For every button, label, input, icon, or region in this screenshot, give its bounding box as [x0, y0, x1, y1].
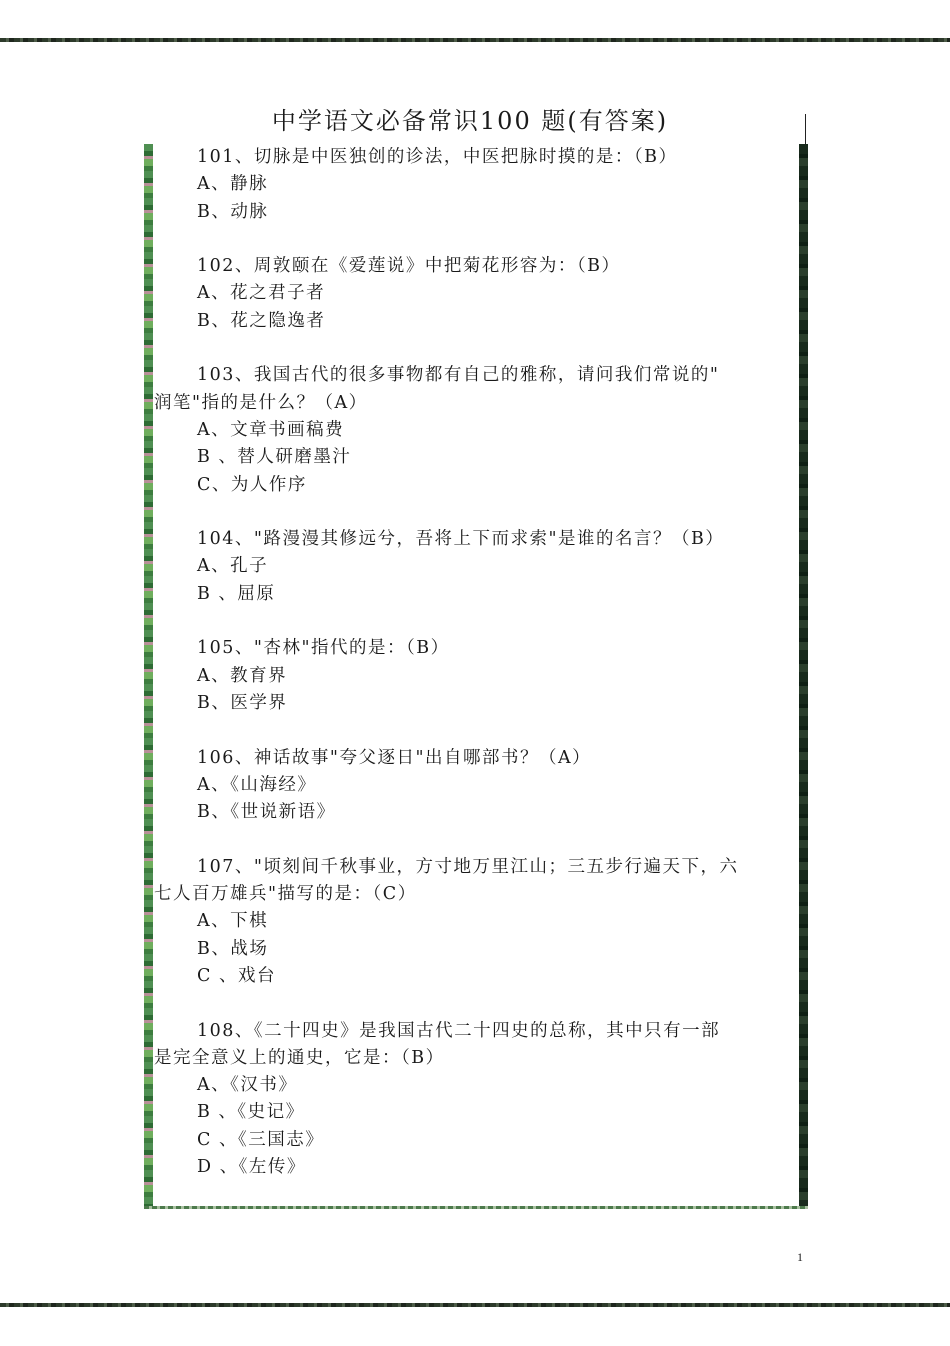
answer-option: B 、屈原	[197, 583, 276, 604]
answer-option: B 、替人研磨墨汁	[197, 447, 352, 468]
question-list	[154, 144, 798, 1181]
question-item	[154, 745, 798, 827]
question-text: 102、周敦颐在《爱莲说》中把菊花形容为：（B）	[197, 256, 621, 277]
answer-option: A、教育界	[197, 665, 288, 686]
answer-option: A、下棋	[197, 911, 269, 932]
question-text-continued: 是完全意义上的通史，它是：（B）	[154, 1047, 445, 1068]
answer-option: C 、戏台	[197, 965, 276, 986]
question-text: 108、《二十四史》是我国古代二十四史的总称，其中只有一部	[197, 1020, 721, 1041]
question-item	[154, 362, 798, 498]
question-item	[154, 144, 798, 226]
question-item	[154, 526, 798, 608]
question-text: 107、"顷刻间千秋事业，方寸地万里江山；三五步行遍天下，六	[197, 856, 739, 877]
question-text-continued: 七人百万雄兵"描写的是：（C）	[154, 884, 417, 905]
question-item	[154, 635, 798, 717]
answer-option: A、静脉	[197, 174, 269, 195]
question-text: 101、切脉是中医独创的诊法，中医把脉时摸的是：（B）	[197, 147, 678, 167]
title-tick-mark	[805, 114, 806, 146]
question-item	[154, 1018, 798, 1182]
page-number: 1	[797, 1250, 803, 1264]
answer-option: A、《山海经》	[197, 774, 317, 795]
answer-option: A、孔子	[197, 556, 269, 577]
question-spacer	[154, 226, 798, 253]
answer-option: B、花之隐逸者	[197, 310, 326, 331]
question-text: 106、神话故事"夸父逐日"出自哪部书？（A）	[197, 747, 592, 768]
page-top-rule	[0, 38, 950, 42]
answer-option: B 、《史记》	[197, 1102, 305, 1123]
question-item	[154, 854, 798, 990]
answer-option: B、医学界	[197, 692, 288, 713]
frame-border-left	[144, 144, 153, 1209]
question-spacer	[154, 335, 798, 362]
answer-option: C 、《三国志》	[197, 1129, 325, 1150]
question-item	[154, 253, 798, 335]
answer-option: B、动脉	[197, 201, 269, 222]
page-bottom-rule	[0, 1303, 950, 1307]
answer-option: D 、《左传》	[197, 1156, 306, 1177]
answer-option: B、《世说新语》	[197, 802, 336, 823]
document-title: 中学语文必备常识100 题(有答案)	[271, 107, 669, 135]
answer-option: A、《汉书》	[197, 1075, 298, 1096]
question-text: 103、我国古代的很多事物都有自己的雅称，请问我们常说的"	[197, 365, 720, 386]
answer-option: A、花之君子者	[197, 283, 326, 304]
question-spacer	[154, 499, 798, 526]
frame-border-right	[799, 144, 808, 1209]
question-text-continued: 润笔"指的是什么？（A）	[154, 392, 368, 413]
question-spacer	[154, 608, 798, 635]
question-spacer	[154, 826, 798, 853]
question-spacer	[154, 990, 798, 1017]
question-text: 104、"路漫漫其修远兮，吾将上下而求索"是谁的名言？（B）	[197, 529, 725, 550]
question-spacer	[154, 717, 798, 744]
answer-option: A、文章书画稿费	[197, 419, 345, 440]
answer-option: B、战场	[197, 938, 269, 959]
answer-option: C、为人作序	[197, 474, 307, 495]
question-text: 105、"杏林"指代的是：（B）	[197, 638, 450, 659]
frame-border-bottom	[144, 1206, 808, 1209]
question-frame	[144, 144, 808, 1209]
